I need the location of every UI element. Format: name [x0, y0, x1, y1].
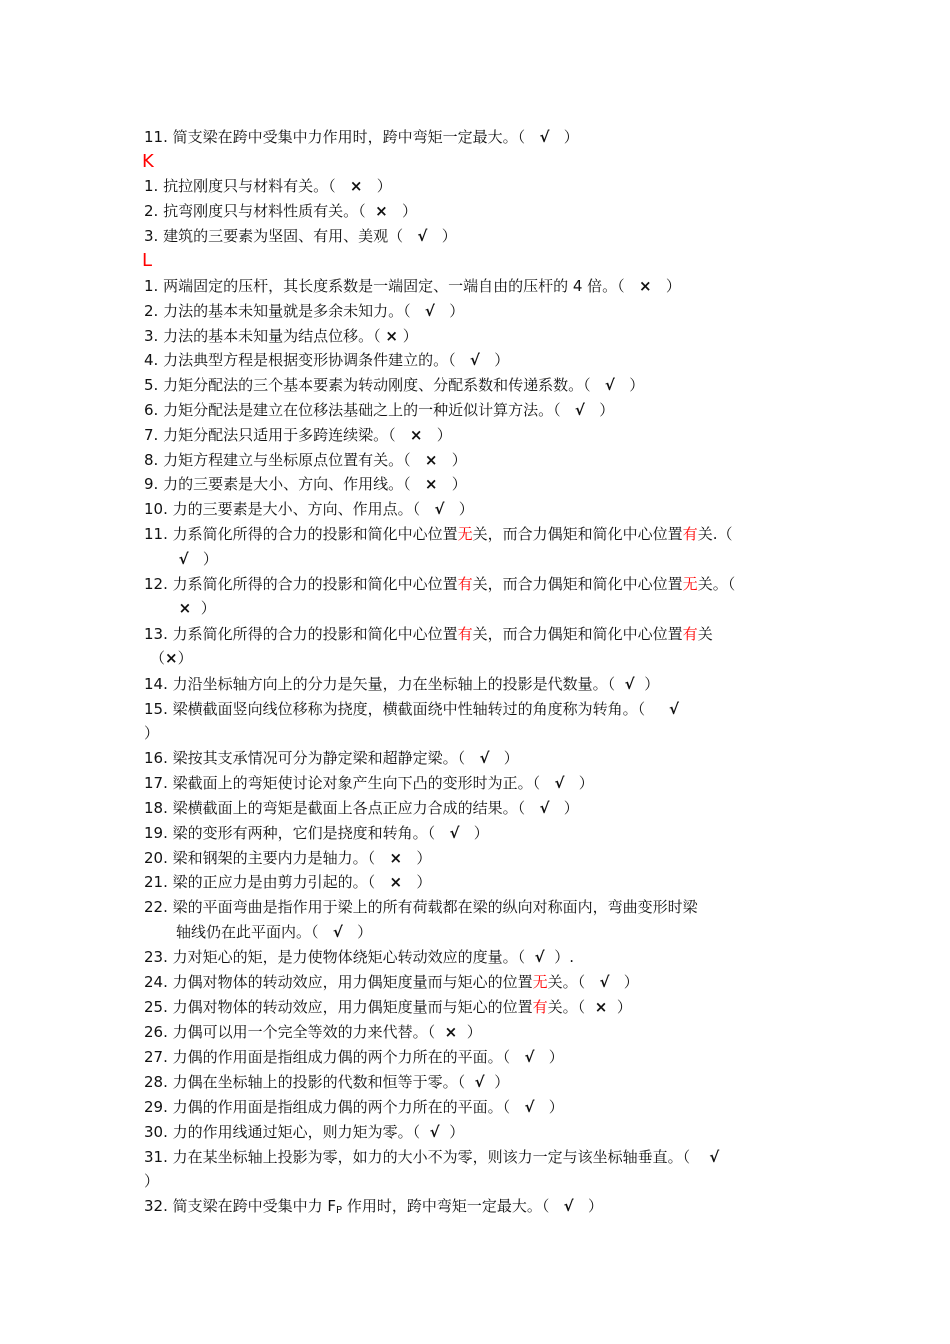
check-mark: √: [554, 774, 565, 792]
question-l-23: 23. 力对矩心的矩，是力使物体绕矩心转动效应的度量。（ √ ）.: [144, 948, 574, 966]
question-l-20: 20. 梁和钢架的主要内力是轴力。（ × ）: [144, 849, 432, 867]
question-l-27: 27. 力偶的作用面是指组成力偶的两个力所在的平面。（ √ ）: [144, 1048, 564, 1066]
check-mark: √: [599, 973, 610, 991]
question-l-12: 12. 力系简化所得的合力的投影和简化中心位置有关，而合力偶矩和简化中心位置无关。（: [144, 575, 736, 593]
question-l-7: 7. 力矩分配法只适用于多跨连续梁。（ × ）: [144, 426, 452, 444]
question-l-26: 26. 力偶可以用一个完全等效的力来代替。（ × ）: [144, 1023, 482, 1041]
question-l-4: 4. 力法典型方程是根据变形协调条件建立的。（ √ ）: [144, 351, 510, 369]
question-l-22-continued: 轴线仍在此平面内。（ √ ）: [176, 923, 373, 941]
check-mark: √: [539, 128, 550, 146]
question-l-15: 15. 梁横截面竖向线位移称为挠度，横截面绕中性轴转过的角度称为转角。（ √: [144, 700, 679, 718]
question-l-3: 3. 力法的基本未知量为结点位移。（ × ）: [144, 327, 418, 345]
question-l-8: 8. 力矩方程建立与坐标原点位置有关。（ × ）: [144, 451, 467, 469]
question-l-22: 22. 梁的平面弯曲是指作用于梁上的所有荷载都在梁的纵向对称面内，弯曲变形时梁: [144, 898, 698, 916]
question-l-2: 2. 力法的基本未知量就是多余未知力。（ √ ）: [144, 302, 465, 320]
question-l-31: 31. 力在某坐标轴上投影为零，如力的大小不为零，则该力一定与该坐标轴垂直。（ √: [144, 1148, 720, 1166]
question-l-24: 24. 力偶对物体的转动效应，用力偶矩度量而与矩心的位置无关。（ √ ）: [144, 973, 639, 991]
question-l-17: 17. 梁截面上的弯矩使讨论对象产生向下凸的变形时为正。（ √ ）: [144, 774, 594, 792]
check-mark: √: [534, 948, 545, 966]
check-mark: √: [469, 351, 480, 369]
question-l-25: 25. 力偶对物体的转动效应，用力偶矩度量而与矩心的位置有关。（ × ）: [144, 998, 632, 1016]
check-mark: √: [624, 675, 635, 693]
question-l-31-continued: ）: [144, 1172, 160, 1190]
cross-mark: ×: [165, 649, 178, 667]
cross-mark: ×: [375, 202, 388, 220]
cross-mark: ×: [424, 475, 438, 493]
question-l-14: 14. 力沿坐标轴方向上的分力是矢量，力在坐标轴上的投影是代数量。（ √ ）: [144, 675, 660, 693]
question-k-11: 11. 简支梁在跨中受集中力作用时，跨中弯矩一定最大。（ √ ）: [144, 128, 579, 146]
question-l-10: 10. 力的三要素是大小、方向、作用点。（ √ ）: [144, 500, 474, 518]
question-l-12-continued: × ）: [178, 599, 216, 617]
question-l-13-continued: （×）: [150, 649, 193, 667]
section-letter-k: K: [142, 151, 154, 172]
question-l-6: 6. 力矩分配法是建立在位移法基础之上的一种近似计算方法。（ √ ）: [144, 401, 615, 419]
check-mark: √: [479, 749, 490, 767]
check-mark: √: [434, 500, 445, 518]
cross-mark: ×: [349, 177, 363, 195]
question-l-11-continued: √ ）: [178, 550, 218, 568]
check-mark: √: [178, 550, 189, 568]
question-l-1: 1. 两端固定的压杆，其长度系数是一端固定、一端自由的压杆的 4 倍。（ × ）: [144, 277, 681, 295]
cross-mark: ×: [638, 277, 652, 295]
check-mark: √: [709, 1148, 720, 1166]
question-l-21: 21. 梁的正应力是由剪力引起的。（ × ）: [144, 873, 432, 891]
question-k-2: 2. 抗弯刚度只与材料性质有关。（ × ）: [144, 202, 418, 220]
check-mark: √: [474, 1073, 485, 1091]
cross-mark: ×: [594, 998, 608, 1016]
question-l-29: 29. 力偶的作用面是指组成力偶的两个力所在的平面。（ √ ）: [144, 1098, 564, 1116]
check-mark: √: [424, 302, 435, 320]
check-mark: √: [604, 376, 615, 394]
question-l-28: 28. 力偶在坐标轴上的投影的代数和恒等于零。（ √ ）: [144, 1073, 510, 1091]
question-l-32: 32. 简支梁在跨中受集中力 $F_P$ 作用时，跨中弯矩一定最大。（ √ ）: [144, 1197, 603, 1216]
section-letter-l: L: [142, 250, 153, 271]
cross-mark: ×: [389, 873, 403, 891]
cross-mark: ×: [389, 849, 403, 867]
cross-mark: ×: [178, 599, 192, 617]
cross-mark: ×: [409, 426, 423, 444]
question-k-3: 3. 建筑的三要素为坚固、有用、美观（ √ ）: [144, 227, 457, 245]
check-mark: √: [668, 700, 679, 718]
question-l-5: 5. 力矩分配法的三个基本要素为转动刚度、分配系数和传递系数。（ √ ）: [144, 376, 645, 394]
question-l-30: 30. 力的作用线通过矩心，则力矩为零。（ √ ）: [144, 1123, 465, 1141]
check-mark: √: [539, 799, 550, 817]
cross-mark: ×: [424, 451, 438, 469]
check-mark: √: [574, 401, 585, 419]
cross-mark: ×: [444, 1023, 458, 1041]
check-mark: √: [429, 1123, 440, 1141]
check-mark: √: [449, 824, 460, 842]
question-k-1: 1. 抗拉刚度只与材料有关。（ × ）: [144, 177, 392, 195]
check-mark: √: [417, 227, 428, 245]
check-mark: √: [524, 1048, 535, 1066]
cross-mark: ×: [385, 327, 398, 345]
check-mark: √: [332, 923, 343, 941]
question-l-13: 13. 力系简化所得的合力的投影和简化中心位置有关，而合力偶矩和简化中心位置有关: [144, 625, 713, 643]
question-l-9: 9. 力的三要素是大小、方向、作用线。（ × ）: [144, 475, 467, 493]
question-l-15-continued: ）: [144, 724, 160, 742]
question-l-18: 18. 梁横截面上的弯矩是截面上各点正应力合成的结果。（ √ ）: [144, 799, 579, 817]
question-l-16: 16. 梁按其支承情况可分为静定梁和超静定梁。（ √ ）: [144, 749, 519, 767]
check-mark: √: [524, 1098, 535, 1116]
check-mark: √: [563, 1197, 574, 1215]
question-l-11: 11. 力系简化所得的合力的投影和简化中心位置无关，而合力偶矩和简化中心位置有关.（: [144, 525, 733, 543]
question-l-19: 19. 梁的变形有两种，它们是挠度和转角。（ √ ）: [144, 824, 489, 842]
